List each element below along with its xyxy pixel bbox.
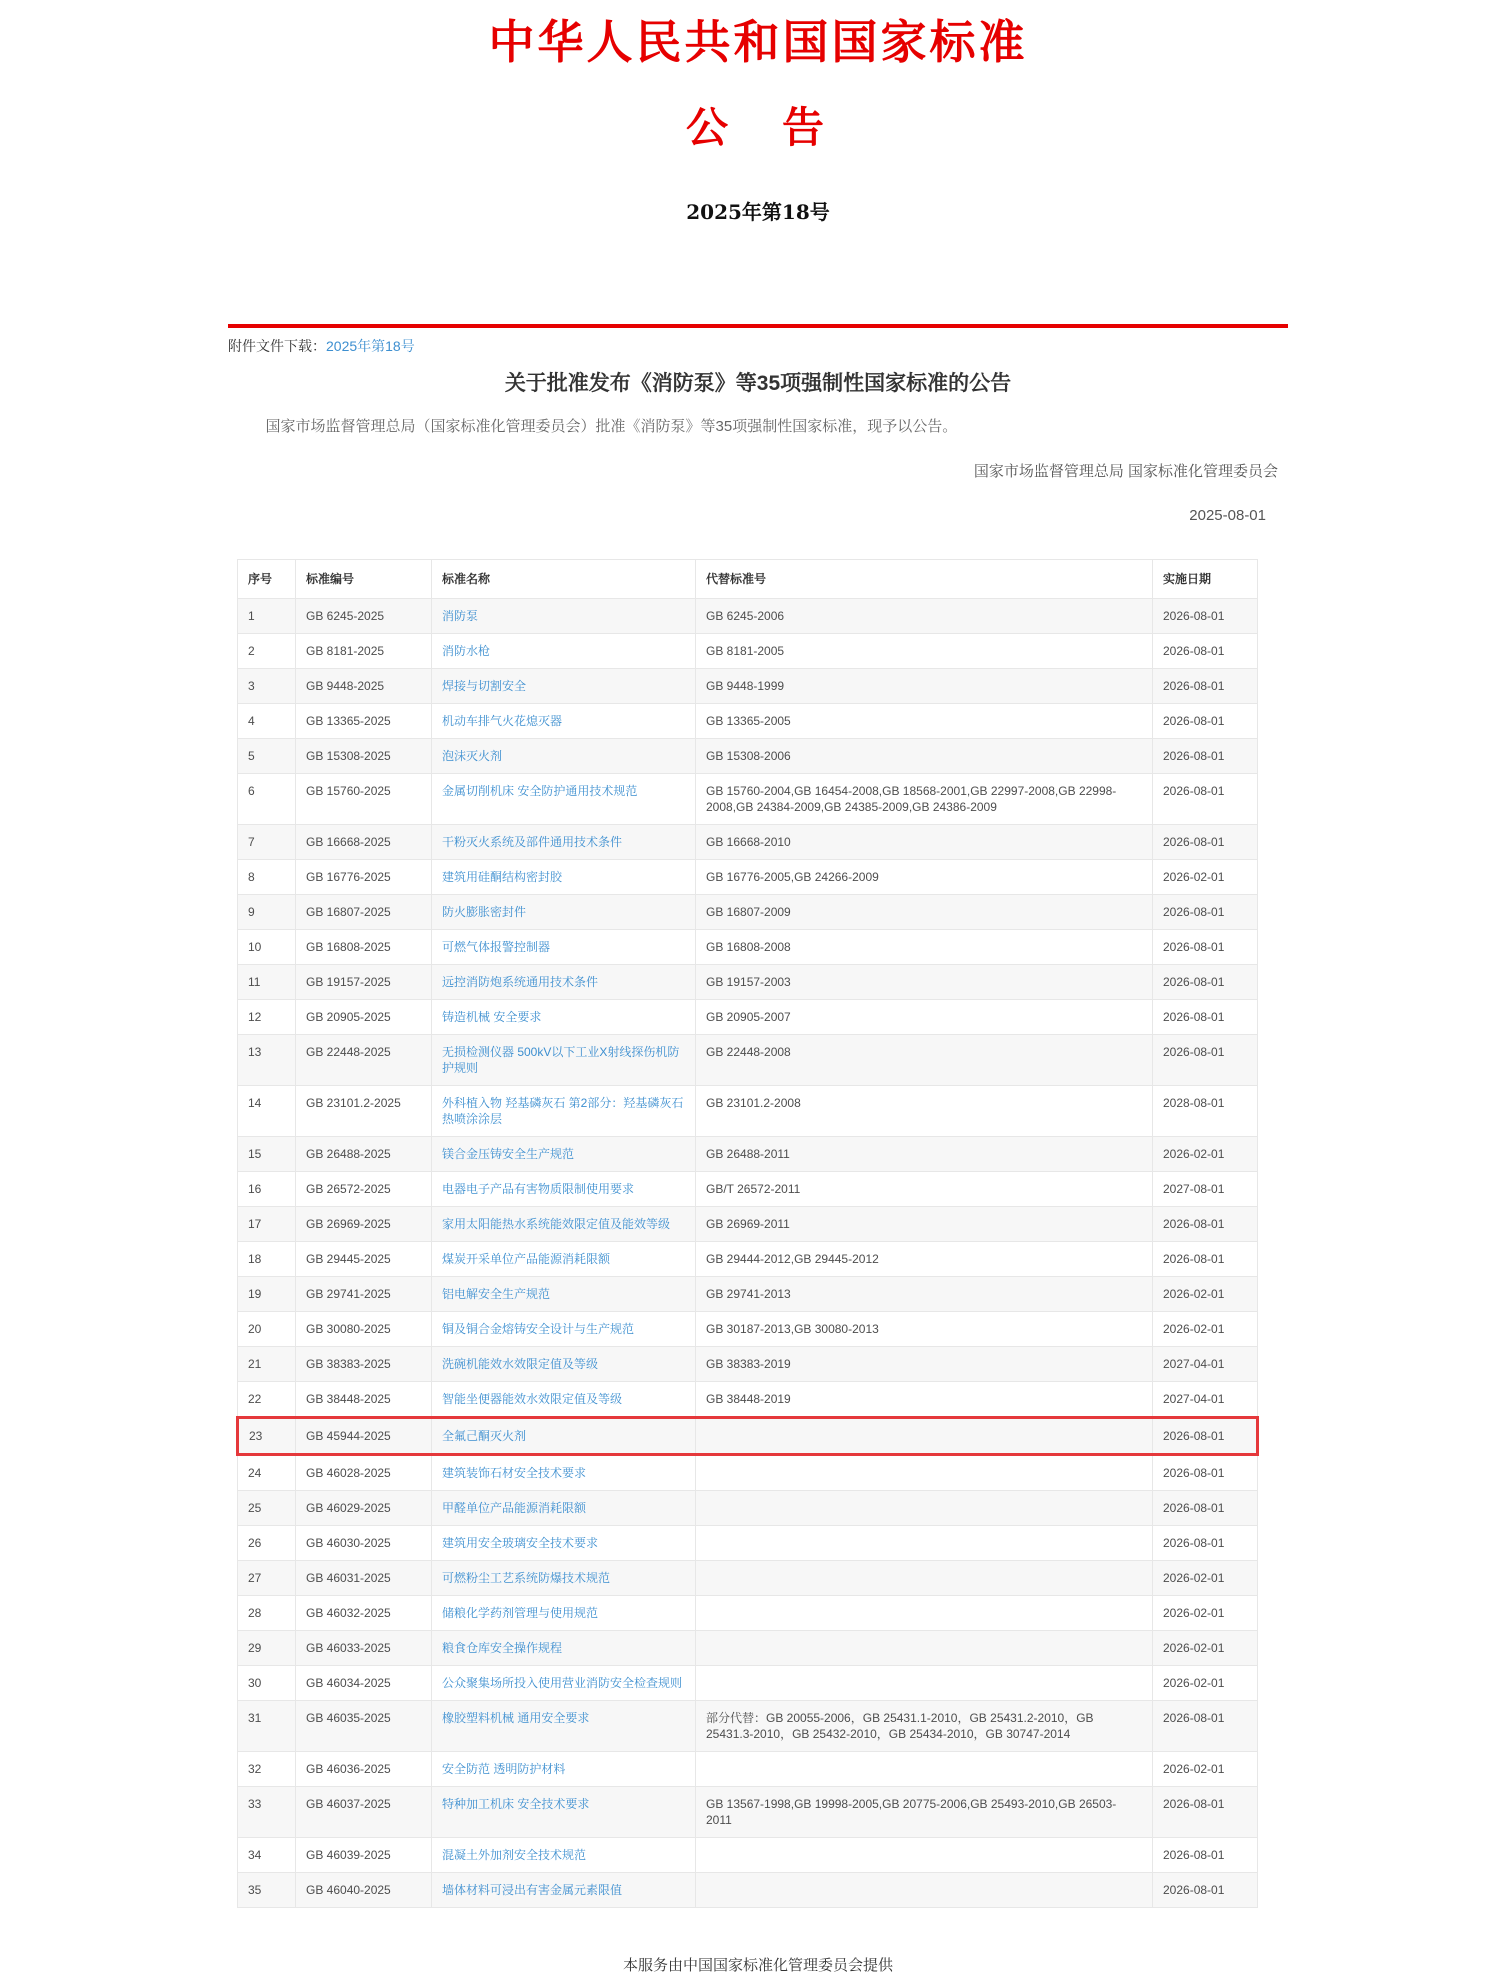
standard-name-link[interactable]: 铸造机械 安全要求 [442, 1010, 542, 1024]
cell-name [432, 1312, 696, 1347]
standard-name-link[interactable]: 外科植入物 羟基磷灰石 第2部分：羟基磷灰石热喷涂涂层 [442, 1096, 684, 1126]
table-row [238, 860, 1258, 895]
standard-name-link[interactable]: 粮食仓库安全操作规程 [442, 1641, 563, 1655]
issuing-authority: 国家市场监督管理总局 国家标准化管理委员会 [973, 463, 1278, 480]
cell-name [432, 860, 696, 895]
cell-replaces [696, 1455, 1153, 1491]
cell-no: 22 [238, 1382, 296, 1418]
cell-no: 11 [238, 965, 296, 1000]
cell-replaces: GB 16668-2010 [696, 825, 1153, 860]
cell-name [432, 1526, 696, 1561]
cell-no: 1 [238, 599, 296, 634]
cell-replaces [696, 1418, 1153, 1455]
cell-code: GB 38448-2025 [296, 1382, 432, 1418]
cell-code: GB 30080-2025 [296, 1312, 432, 1347]
cell-name [432, 1787, 696, 1838]
cell-no: 2 [238, 634, 296, 669]
standard-name-link[interactable]: 金属切削机床 安全防护通用技术规范 [442, 784, 638, 798]
cell-replaces: GB 6245-2006 [696, 599, 1153, 634]
table-row-highlighted [238, 1418, 1258, 1455]
cell-date: 2026-02-01 [1153, 1752, 1258, 1787]
cell-code: GB 46033-2025 [296, 1631, 432, 1666]
cell-name [432, 930, 696, 965]
cell-code: GB 46029-2025 [296, 1491, 432, 1526]
cell-date: 2026-02-01 [1153, 1277, 1258, 1312]
cell-date: 2026-08-01 [1153, 825, 1258, 860]
cell-no: 31 [238, 1701, 296, 1752]
cell-code: GB 19157-2025 [296, 965, 432, 1000]
column-header-code: 标准编号 [296, 560, 432, 599]
cell-date: 2026-08-01 [1153, 1418, 1258, 1455]
cell-date: 2026-08-01 [1153, 1838, 1258, 1873]
cell-code: GB 23101.2-2025 [296, 1086, 432, 1137]
cell-date: 2026-08-01 [1153, 1242, 1258, 1277]
table-row [238, 1086, 1258, 1137]
cell-code: GB 9448-2025 [296, 669, 432, 704]
table-row [238, 1787, 1258, 1838]
cell-no: 28 [238, 1596, 296, 1631]
cell-no: 4 [238, 704, 296, 739]
cell-name [432, 774, 696, 825]
cell-replaces [696, 1491, 1153, 1526]
standard-name-link[interactable]: 智能坐便器能效水效限定值及等级 [442, 1392, 623, 1406]
cell-date: 2026-08-01 [1153, 1035, 1258, 1086]
table-row [238, 1277, 1258, 1312]
cell-replaces: GB 29741-2013 [696, 1277, 1153, 1312]
standard-name-link[interactable]: 机动车排气火花熄灭器 [442, 714, 563, 728]
cell-no: 19 [238, 1277, 296, 1312]
cell-name [432, 1035, 696, 1086]
cell-replaces: GB 8181-2005 [696, 634, 1153, 669]
national-standard-title: 中华人民共和国国家标准 [488, 15, 1028, 69]
cell-name [432, 1491, 696, 1526]
cell-date: 2026-08-01 [1153, 895, 1258, 930]
cell-name [432, 704, 696, 739]
cell-date: 2026-08-01 [1153, 739, 1258, 774]
cell-date: 2027-08-01 [1153, 1172, 1258, 1207]
cell-name [432, 1666, 696, 1701]
cell-no: 33 [238, 1787, 296, 1838]
cell-name [432, 1752, 696, 1787]
cell-no: 9 [238, 895, 296, 930]
cell-replaces [696, 1596, 1153, 1631]
cell-name [432, 1873, 696, 1908]
cell-no: 8 [238, 860, 296, 895]
cell-code: GB 16807-2025 [296, 895, 432, 930]
cell-no: 34 [238, 1838, 296, 1873]
cell-date: 2026-02-01 [1153, 1596, 1258, 1631]
table-row [238, 1666, 1258, 1701]
table-row [238, 1873, 1258, 1908]
table-row [238, 965, 1258, 1000]
cell-code: GB 22448-2025 [296, 1035, 432, 1086]
cell-name [432, 1561, 696, 1596]
cell-date: 2026-08-01 [1153, 1787, 1258, 1838]
table-row [238, 825, 1258, 860]
cell-date: 2026-08-01 [1153, 774, 1258, 825]
table-row [238, 1596, 1258, 1631]
header-row [238, 560, 1258, 599]
cell-no: 27 [238, 1561, 296, 1596]
cell-name [432, 1347, 696, 1382]
cell-replaces: GB 9448-1999 [696, 669, 1153, 704]
cell-date: 2026-08-01 [1153, 1873, 1258, 1908]
table-row [238, 1207, 1258, 1242]
cell-replaces: GB 15760-2004,GB 16454-2008,GB 18568-2001,GB 22997-2008,GB 22998-2008,GB 24384-2009,GB 24385-2009,GB 24386-2009 [696, 774, 1153, 825]
page-content [228, 0, 1288, 1975]
cell-replaces: GB 20905-2007 [696, 1000, 1153, 1035]
cell-name [432, 1242, 696, 1277]
cell-name [432, 1137, 696, 1172]
cell-name [432, 669, 696, 704]
table-row [238, 1455, 1258, 1491]
cell-no: 14 [238, 1086, 296, 1137]
cell-replaces: GB 13567-1998,GB 19998-2005,GB 20775-2006,GB 25493-2010,GB 26503-2011 [696, 1787, 1153, 1838]
standard-name-link[interactable]: 特种加工机床 安全技术要求 [442, 1797, 590, 1811]
cell-no: 5 [238, 739, 296, 774]
standard-name-link[interactable]: 无损检测仪器 500kV以下工业X射线探伤机防护规则 [442, 1045, 680, 1075]
cell-date: 2026-02-01 [1153, 1561, 1258, 1596]
cell-no: 10 [238, 930, 296, 965]
cell-code: GB 16776-2025 [296, 860, 432, 895]
cell-replaces [696, 1526, 1153, 1561]
cell-date: 2026-08-01 [1153, 1526, 1258, 1561]
cell-replaces [696, 1561, 1153, 1596]
cell-replaces: GB 16776-2005,GB 24266-2009 [696, 860, 1153, 895]
cell-no: 30 [238, 1666, 296, 1701]
standard-name-link[interactable]: 建筑装饰石材安全技术要求 [442, 1466, 587, 1480]
cell-no: 21 [238, 1347, 296, 1382]
cell-replaces: GB 30187-2013,GB 30080-2013 [696, 1312, 1153, 1347]
cell-replaces: GB 38383-2019 [696, 1347, 1153, 1382]
cell-date: 2027-04-01 [1153, 1347, 1258, 1382]
cell-code: GB 16668-2025 [296, 825, 432, 860]
cell-code: GB 46035-2025 [296, 1701, 432, 1752]
cell-code: GB 46037-2025 [296, 1787, 432, 1838]
cell-no: 29 [238, 1631, 296, 1666]
cell-date: 2026-08-01 [1153, 930, 1258, 965]
cell-name [432, 739, 696, 774]
standard-name-link[interactable]: 镁合金压铸安全生产规范 [442, 1147, 575, 1161]
cell-code: GB 29445-2025 [296, 1242, 432, 1277]
cell-code: GB 15760-2025 [296, 774, 432, 825]
table-row [238, 1838, 1258, 1873]
cell-name [432, 1631, 696, 1666]
cell-replaces [696, 1666, 1153, 1701]
cell-no: 3 [238, 669, 296, 704]
cell-name [432, 1086, 696, 1137]
cell-replaces [696, 1873, 1153, 1908]
announcement-title: 关于批准发布《消防泵》等35项强制性国家标准的公告 [504, 372, 1012, 395]
cell-no: 23 [238, 1418, 296, 1455]
cell-code: GB 8181-2025 [296, 634, 432, 669]
cell-no: 12 [238, 1000, 296, 1035]
attachment-row [228, 337, 1288, 355]
cell-no: 17 [238, 1207, 296, 1242]
cell-name [432, 1455, 696, 1491]
cell-no: 26 [238, 1526, 296, 1561]
cell-date: 2026-08-01 [1153, 1455, 1258, 1491]
cell-date: 2026-02-01 [1153, 1631, 1258, 1666]
table-row [238, 895, 1258, 930]
cell-name [432, 1277, 696, 1312]
table-row [238, 1242, 1258, 1277]
cell-name [432, 599, 696, 634]
cell-replaces: GB 16807-2009 [696, 895, 1153, 930]
cell-code: GB 46028-2025 [296, 1455, 432, 1491]
cell-name [432, 1838, 696, 1873]
table-row [238, 1491, 1258, 1526]
standard-name-link[interactable]: 建筑用安全玻璃安全技术要求 [442, 1536, 599, 1550]
cell-no: 15 [238, 1137, 296, 1172]
table-row [238, 669, 1258, 704]
cell-code: GB 26969-2025 [296, 1207, 432, 1242]
cell-date: 2026-08-01 [1153, 669, 1258, 704]
cell-replaces: GB 23101.2-2008 [696, 1086, 1153, 1137]
cell-code: GB 26488-2025 [296, 1137, 432, 1172]
cell-name [432, 965, 696, 1000]
cell-replaces [696, 1752, 1153, 1787]
cell-name [432, 1000, 696, 1035]
table-row [238, 1347, 1258, 1382]
attachment-download-link[interactable]: 2025年第18号 [326, 338, 415, 354]
standard-name-link[interactable]: 全氟己酮灭火剂 [442, 1429, 527, 1443]
red-divider [228, 324, 1288, 328]
standard-name-link[interactable]: 消防泵 [442, 609, 479, 623]
table-row [238, 1752, 1258, 1787]
cell-code: GB 46040-2025 [296, 1873, 432, 1908]
cell-date: 2026-02-01 [1153, 1137, 1258, 1172]
cell-replaces: GB 19157-2003 [696, 965, 1153, 1000]
standard-name-link[interactable]: 墙体材料可浸出有害金属元素限值 [442, 1883, 623, 1897]
cell-name [432, 1382, 696, 1418]
standard-name-link[interactable]: 铝电解安全生产规范 [442, 1287, 551, 1301]
cell-date: 2026-08-01 [1153, 634, 1258, 669]
standard-name-link[interactable]: 混凝土外加剂安全技术规范 [442, 1848, 587, 1862]
cell-replaces [696, 1631, 1153, 1666]
cell-code: GB 46034-2025 [296, 1666, 432, 1701]
cell-code: GB 46036-2025 [296, 1752, 432, 1787]
cell-no: 18 [238, 1242, 296, 1277]
cell-code: GB 46039-2025 [296, 1838, 432, 1873]
cell-code: GB 38383-2025 [296, 1347, 432, 1382]
table-row [238, 1382, 1258, 1418]
cell-name [432, 1701, 696, 1752]
cell-no: 32 [238, 1752, 296, 1787]
standard-name-link[interactable]: 消防水枪 [442, 644, 491, 658]
standards-table [236, 559, 1259, 1908]
cell-replaces: GB 22448-2008 [696, 1035, 1153, 1086]
standard-name-link[interactable]: 煤炭开采单位产品能源消耗限额 [442, 1252, 611, 1266]
cell-code: GB 15308-2025 [296, 739, 432, 774]
standard-name-link[interactable]: 远控消防炮系统通用技术条件 [442, 975, 599, 989]
cell-name [432, 1418, 696, 1455]
cell-replaces: GB 16808-2008 [696, 930, 1153, 965]
cell-no: 6 [238, 774, 296, 825]
cell-no: 13 [238, 1035, 296, 1086]
cell-replaces: GB 29444-2012,GB 29445-2012 [696, 1242, 1153, 1277]
cell-date: 2026-08-01 [1153, 965, 1258, 1000]
issue-date: 2025-08-01 [1189, 507, 1266, 524]
cell-name [432, 1172, 696, 1207]
standards-table-body [238, 599, 1258, 1908]
table-row [238, 704, 1258, 739]
service-footer: 本服务由中国国家标准化管理委员会提供 [622, 1957, 893, 1974]
cell-code: GB 29741-2025 [296, 1277, 432, 1312]
table-row [238, 599, 1258, 634]
announcement-word: 公 告 [685, 103, 830, 152]
column-header-date: 实施日期 [1153, 560, 1258, 599]
cell-date: 2026-08-01 [1153, 599, 1258, 634]
cell-code: GB 16808-2025 [296, 930, 432, 965]
standard-name-link[interactable]: 家用太阳能热水系统能效限定值及能效等级 [442, 1217, 671, 1231]
table-row [238, 1701, 1258, 1752]
cell-date: 2026-08-01 [1153, 1000, 1258, 1035]
cell-code: GB 46031-2025 [296, 1561, 432, 1596]
standard-name-link[interactable]: 焊接与切割安全 [442, 679, 527, 693]
cell-date: 2027-04-01 [1153, 1382, 1258, 1418]
table-row [238, 1035, 1258, 1086]
attachment-label: 附件文件下载： [228, 338, 326, 354]
column-header-no: 序号 [238, 560, 296, 599]
table-row [238, 930, 1258, 965]
cell-replaces: GB 15308-2006 [696, 739, 1153, 774]
cell-code: GB 6245-2025 [296, 599, 432, 634]
table-row [238, 634, 1258, 669]
cell-date: 2026-02-01 [1153, 1666, 1258, 1701]
standards-table-head [238, 560, 1258, 599]
cell-code: GB 13365-2025 [296, 704, 432, 739]
cell-date: 2026-08-01 [1153, 1207, 1258, 1242]
cell-name [432, 825, 696, 860]
announcement-body: 国家市场监督管理总局（国家标准化管理委员会）批准《消防泵》等35项强制性国家标准，现予以公告。 [265, 418, 958, 435]
column-header-replaces: 代替标准号 [696, 560, 1153, 599]
standard-name-link[interactable]: 可燃气体报警控制器 [442, 940, 551, 954]
standard-name-link[interactable]: 泡沫灭火剂 [442, 749, 503, 763]
cell-no: 24 [238, 1455, 296, 1491]
standard-name-link[interactable]: 建筑用硅酮结构密封胶 [442, 870, 563, 884]
cell-replaces: 部分代替：GB 20055-2006，GB 25431.1-2010，GB 25431.2-2010，GB 25431.3-2010，GB 25432-2010，GB 25434-2010，GB 30747-2014 [696, 1701, 1153, 1752]
standard-name-link[interactable]: 安全防范 透明防护材料 [442, 1762, 566, 1776]
standard-name-link[interactable]: 橡胶塑料机械 通用安全要求 [442, 1711, 590, 1725]
cell-date: 2026-08-01 [1153, 704, 1258, 739]
table-row [238, 739, 1258, 774]
table-row [238, 1172, 1258, 1207]
standard-name-link[interactable]: 可燃粉尘工艺系统防爆技术规范 [442, 1571, 611, 1585]
cell-code: GB 46030-2025 [296, 1526, 432, 1561]
standard-name-link[interactable]: 铜及铜合金熔铸安全设计与生产规范 [442, 1322, 635, 1336]
standard-name-link[interactable]: 甲醛单位产品能源消耗限额 [442, 1501, 587, 1515]
table-row [238, 1526, 1258, 1561]
standard-name-link[interactable]: 防火膨胀密封件 [442, 905, 527, 919]
column-header-name: 标准名称 [432, 560, 696, 599]
standard-name-link[interactable]: 洗碗机能效水效限定值及等级 [442, 1357, 599, 1371]
cell-name [432, 1596, 696, 1631]
cell-no: 7 [238, 825, 296, 860]
cell-no: 35 [238, 1873, 296, 1908]
cell-date: 2028-08-01 [1153, 1086, 1258, 1137]
issue-number: 2025年第18号 [686, 200, 830, 224]
cell-name [432, 1207, 696, 1242]
cell-name [432, 634, 696, 669]
cell-code: GB 26572-2025 [296, 1172, 432, 1207]
cell-no: 16 [238, 1172, 296, 1207]
table-row [238, 1312, 1258, 1347]
cell-replaces: GB 26969-2011 [696, 1207, 1153, 1242]
standard-name-link[interactable]: 公众聚集场所投入使用营业消防安全检查规则 [442, 1676, 683, 1690]
cell-code: GB 45944-2025 [296, 1418, 432, 1455]
cell-date: 2026-02-01 [1153, 860, 1258, 895]
cell-replaces: GB 26488-2011 [696, 1137, 1153, 1172]
standard-name-link[interactable]: 储粮化学药剂管理与使用规范 [442, 1606, 599, 1620]
cell-replaces [696, 1838, 1153, 1873]
cell-date: 2026-08-01 [1153, 1701, 1258, 1752]
standard-name-link[interactable]: 干粉灭火系统及部件通用技术条件 [442, 835, 623, 849]
cell-replaces: GB 38448-2019 [696, 1382, 1153, 1418]
table-row [238, 1000, 1258, 1035]
cell-name [432, 895, 696, 930]
cell-no: 20 [238, 1312, 296, 1347]
cell-replaces: GB/T 26572-2011 [696, 1172, 1153, 1207]
standard-name-link[interactable]: 电器电子产品有害物质限制使用要求 [442, 1182, 635, 1196]
cell-code: GB 20905-2025 [296, 1000, 432, 1035]
table-row [238, 1137, 1258, 1172]
table-row [238, 1631, 1258, 1666]
cell-no: 25 [238, 1491, 296, 1526]
cell-date: 2026-08-01 [1153, 1491, 1258, 1526]
cell-replaces: GB 13365-2005 [696, 704, 1153, 739]
table-row [238, 1561, 1258, 1596]
cell-date: 2026-02-01 [1153, 1312, 1258, 1347]
table-row [238, 774, 1258, 825]
cell-code: GB 46032-2025 [296, 1596, 432, 1631]
